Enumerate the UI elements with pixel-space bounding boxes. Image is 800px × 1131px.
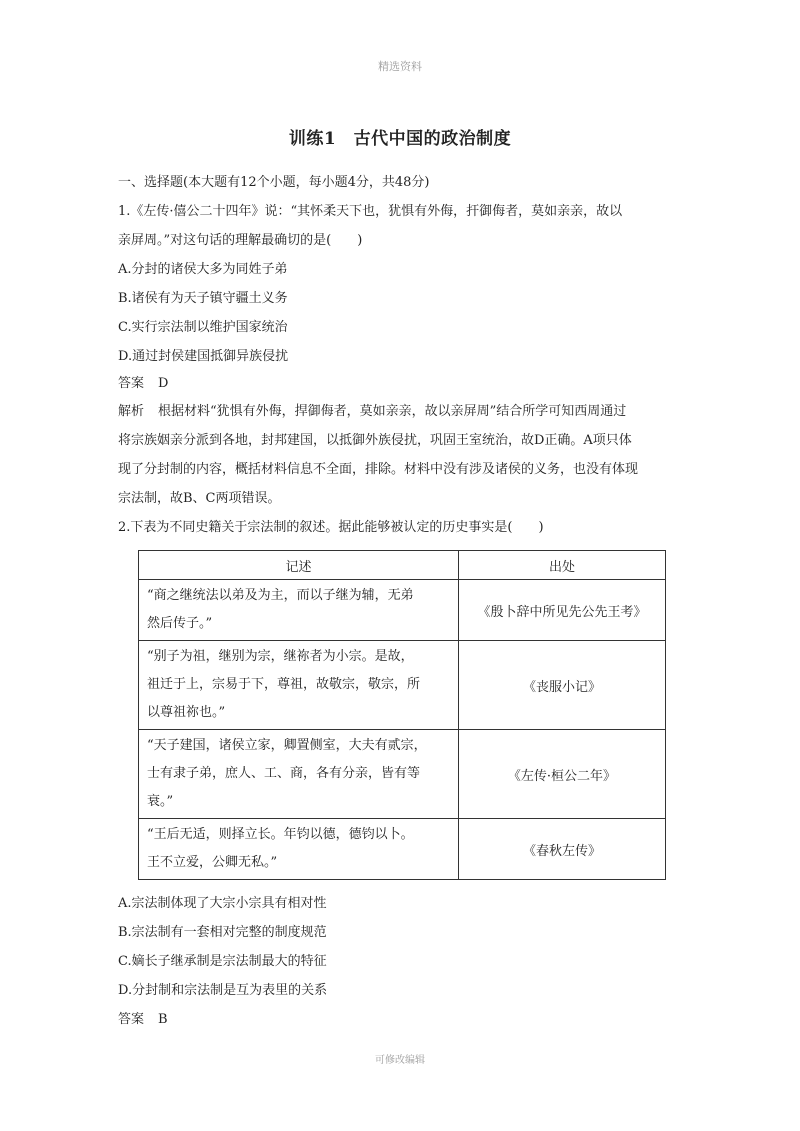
question-block-2-options	[118, 889, 698, 1034]
table-header-record: 记述	[139, 551, 459, 580]
quote-line: 王不立爱，公卿无私。”	[147, 855, 278, 870]
answer-label: 答案	[118, 376, 145, 391]
q1-option-b: B.诸侯有为天子镇守疆土义务	[118, 291, 288, 306]
q1-option-a: A.分封的诸侯大多为同姓子弟	[118, 262, 288, 277]
answer-value: B	[158, 1012, 168, 1027]
table-header-source: 出处	[459, 551, 666, 580]
q2-option-d: D.分封制和宗法制是互为表里的关系	[118, 983, 328, 998]
table-row	[139, 580, 666, 641]
quote-line: 士有隶子弟，庶人、工、商，各有分亲，皆有等	[147, 766, 421, 781]
table-header-row	[139, 551, 666, 580]
q2-option-b: B.宗法制有一套相对完整的制度规范	[118, 925, 327, 940]
question-block-1	[118, 168, 698, 542]
q1-option-d: D.通过封侯建国抵御异族侵扰	[118, 349, 289, 364]
q2-answer	[118, 1005, 698, 1034]
q1-stem-line-1: 1.《左传·僖公二十四年》说：“其怀柔天下也，犹惧有外侮，扞御侮者，莫如亲亲，故以	[118, 204, 623, 219]
q1-analysis-line-2: 将宗族姻亲分派到各地，封邦建国，以抵御外族侵扰，巩固王室统治，故D正确。A项只体	[118, 433, 632, 448]
table-cell-quote	[139, 641, 459, 730]
q1-analysis-line-1	[118, 397, 698, 426]
table-cell-quote	[139, 580, 459, 641]
quote-line: 然后传子。”	[147, 616, 213, 631]
quote-line: 衰。”	[147, 794, 174, 809]
answer-label: 答案	[118, 1012, 145, 1027]
table-row	[139, 730, 666, 819]
page-title: 训练1 古代中国的政治制度	[288, 129, 512, 149]
q2-option-c: C.嫡长子继承制是宗法制最大的特征	[118, 954, 327, 969]
source-table	[138, 550, 666, 880]
table-cell-quote	[139, 819, 459, 880]
analysis-text: 根据材料“犹惧有外侮，捍御侮者，莫如亲亲，故以亲屏周”结合所学可知西周通过	[158, 404, 627, 419]
page-header: 精选资料	[378, 60, 422, 73]
q1-analysis-line-3: 现了分封制的内容，概括材料信息不全面，排除。材料中没有涉及诸侯的义务，也没有体现	[118, 462, 639, 477]
q1-analysis-line-4: 宗法制，故B、C两项错误。	[118, 491, 281, 506]
quote-line: 以尊祖祢也。”	[147, 705, 226, 720]
analysis-label: 解析	[118, 404, 145, 419]
quote-line: “别子为祖，继别为宗，继祢者为小宗。是故，	[147, 649, 414, 664]
answer-value: D	[158, 376, 169, 391]
table-row	[139, 641, 666, 730]
quote-line: 祖迁于上，宗易于下，尊祖，故敬宗，敬宗，所	[147, 677, 421, 692]
page-footer: 可修改编辑	[375, 1055, 425, 1066]
quote-line: “王后无适，则择立长。年钧以德，德钧以卜。	[147, 827, 414, 842]
quote-line: “商之继统法以弟及为主，而以子继为辅，无弟	[147, 588, 414, 603]
table-cell-quote	[139, 730, 459, 819]
q1-option-c: C.实行宗法制以维护国家统治	[118, 320, 288, 335]
q2-option-a: A.宗法制体现了大宗小宗具有相对性	[118, 896, 327, 911]
quote-line: “天子建国，诸侯立家，卿置侧室，大夫有贰宗，	[147, 738, 427, 753]
q1-answer	[118, 371, 698, 397]
q1-stem-line-2: 亲屏周。”对这句话的理解最确切的是( )	[118, 233, 363, 248]
table-cell-source: 《殷卜辞中所见先公先王考》	[459, 580, 666, 641]
table-cell-source: 《丧服小记》	[459, 641, 666, 730]
section-heading: 一、选择题(本大题有12个小题，每小题4分，共48分)	[118, 175, 430, 190]
table-row	[139, 819, 666, 880]
table-cell-source: 《春秋左传》	[459, 819, 666, 880]
q2-stem: 2.下表为不同史籍关于宗法制的叙述。据此能够被认定的历史事实是( )	[118, 520, 544, 535]
table-cell-source: 《左传·桓公二年》	[459, 730, 666, 819]
